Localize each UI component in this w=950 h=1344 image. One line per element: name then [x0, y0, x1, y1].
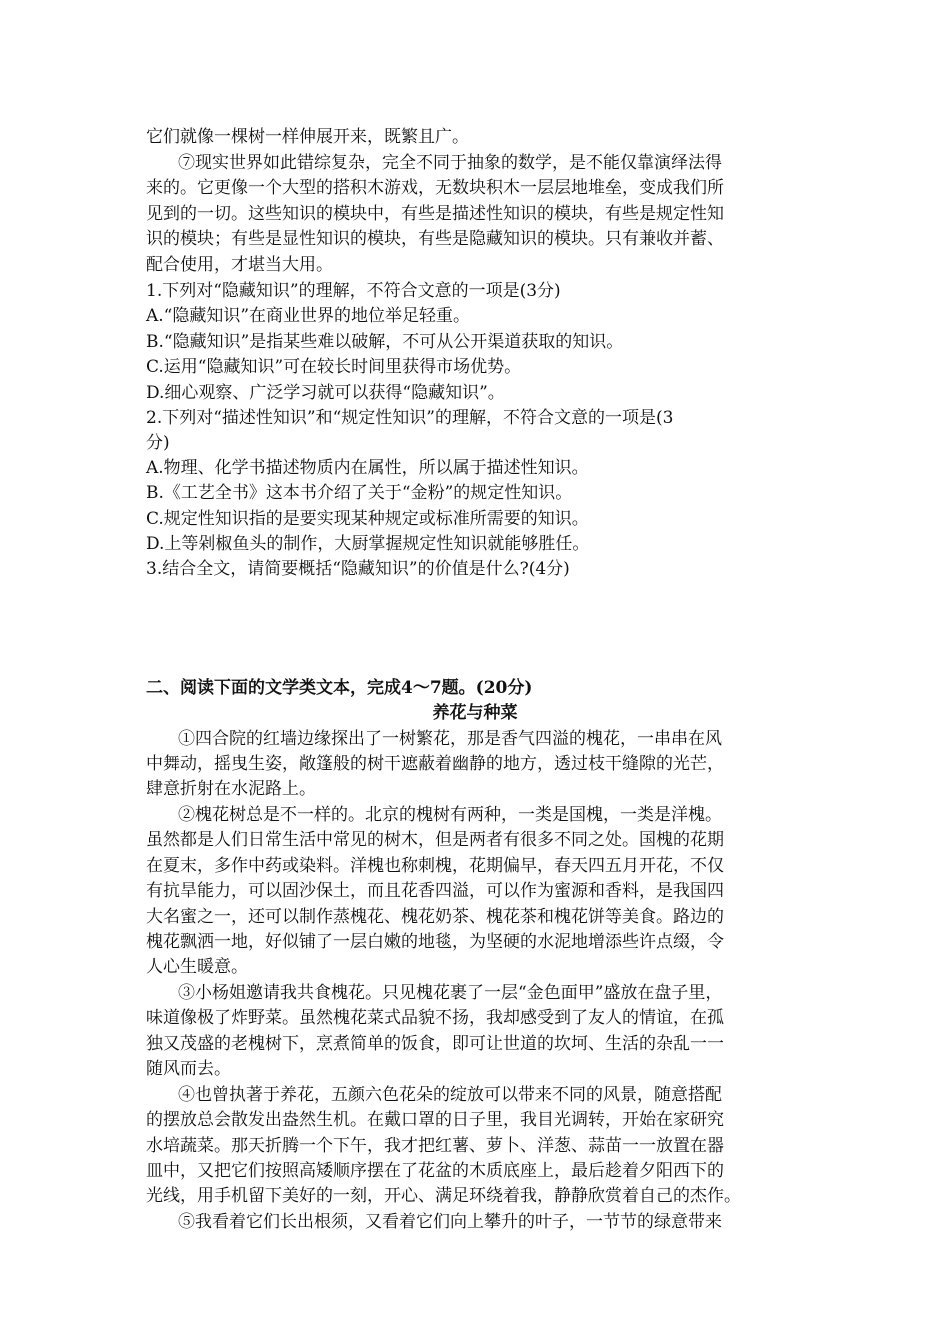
paragraph-7-line: 见到的一切。这些知识的模块中，有些是描述性知识的模块，有些是规定性知 — [146, 204, 724, 224]
article-paragraph-4: 的摆放总会散发出盎然生机。在戴口罩的日子里，我目光调转，开始在家研究 — [146, 1110, 724, 1130]
article-paragraph-4: ④也曾执著于养花，五颜六色花朵的绽放可以带来不同的风景，随意搭配 — [178, 1085, 722, 1105]
paragraph-6-end: 它们就像一棵树一样伸展开来，既繁且广。 — [146, 127, 469, 147]
question-2-stem: 2.下列对“描述性知识”和“规定性知识”的理解，不符合文意的一项是(3 — [146, 408, 674, 428]
article-paragraph-2: 虽然都是人们日常生活中常见的树木，但是两者有很多不同之处。国槐的花期 — [146, 830, 724, 850]
question-1-option-d: D.细心观察、广泛学习就可以获得“隐藏知识”。 — [146, 383, 505, 403]
question-3-stem: 3.结合全文，请简要概括“隐藏知识”的价值是什么?(4分) — [146, 559, 570, 579]
article-paragraph-3: 味道像极了炸野菜。虽然槐花菜式品貌不扬，我却感受到了友人的情谊，在孤 — [146, 1008, 724, 1028]
article-paragraph-4: 光线，用手机留下美好的一刻，开心、满足环绕着我，静静欣赏着自己的杰作。 — [146, 1186, 741, 1206]
article-paragraph-1: 肆意折射在水泥路上。 — [146, 779, 316, 799]
question-2-option-b: B.《工艺全书》这本书介绍了关于“金粉”的规定性知识。 — [146, 483, 573, 503]
question-1-option-a: A.“隐藏知识”在商业世界的地位举足轻重。 — [146, 306, 471, 326]
article-paragraph-5: ⑤我看着它们长出根须，又看着它们向上攀升的叶子，一节节的绿意带来 — [178, 1212, 722, 1232]
article-paragraph-2: 大名蜜之一，还可以制作蒸槐花、槐花奶茶、槐花茶和槐花饼等美食。路边的 — [146, 907, 724, 927]
section-2-heading: 二、阅读下面的文学类文本，完成4～7题。(20分) — [146, 678, 533, 698]
article-paragraph-1: 中舞动，摇曳生姿，敞篷般的树干遮蔽着幽静的地方，透过枝干缝隙的光芒， — [146, 754, 724, 774]
article-paragraph-2: 人心生暖意。 — [146, 957, 248, 977]
paragraph-7-line: ⑦现实世界如此错综复杂，完全不同于抽象的数学，是不能仅靠演绎法得 — [178, 153, 722, 173]
article-paragraph-4: 水培蔬菜。那天折腾一个下午，我才把红薯、萝卜、洋葱、蒜苗一一放置在器 — [146, 1136, 724, 1156]
question-1-option-c: C.运用“隐藏知识”可在较长时间里获得市场优势。 — [146, 357, 522, 377]
article-paragraph-1: ①四合院的红墙边缘探出了一树繁花，那是香气四溢的槐花，一串串在风 — [178, 729, 722, 749]
article-paragraph-4: 皿中，又把它们按照高矮顺序摆在了花盆的木质底座上，最后趁着夕阳西下的 — [146, 1161, 724, 1181]
question-2-stem-continued: 分) — [146, 433, 170, 453]
question-2-option-a: A.物理、化学书描述物质内在属性，所以属于描述性知识。 — [146, 458, 589, 478]
article-paragraph-3: ③小杨姐邀请我共食槐花。只见槐花裹了一层“金色面甲”盛放在盘子里， — [178, 983, 723, 1003]
paragraph-7-line: 来的。它更像一个大型的搭积木游戏，无数块积木一层层地堆垒，变成我们所 — [146, 178, 724, 198]
question-2-option-c: C.规定性知识指的是要实现某种规定或标准所需要的知识。 — [146, 509, 589, 529]
question-1-option-b: B.“隐藏知识”是指某些难以破解，不可从公开渠道获取的知识。 — [146, 332, 624, 352]
article-paragraph-2: 在夏末，多作中药或染料。洋槐也称刺槐，花期偏早，春天四五月开花，不仅 — [146, 856, 724, 876]
article-paragraph-2: 槐花飘洒一地，好似铺了一层白嫩的地毯，为坚硬的水泥地增添些许点缀，令 — [146, 932, 724, 952]
article-paragraph-2: 有抗旱能力，可以固沙保土，而且花香四溢，可以作为蜜源和香料，是我国四 — [146, 881, 724, 901]
article-paragraph-2: ②槐花树总是不一样的。北京的槐树有两种，一类是国槐，一类是洋槐。 — [178, 805, 722, 825]
article-title: 养花与种菜 — [432, 703, 518, 723]
question-1-stem: 1.下列对“隐藏知识”的理解，不符合文意的一项是(3分) — [146, 281, 561, 301]
paragraph-7-line: 识的模块；有些是显性知识的模块，有些是隐藏知识的模块。只有兼收并蓄、 — [146, 229, 724, 249]
article-paragraph-3: 随风而去。 — [146, 1059, 231, 1079]
paragraph-7-line: 配合使用，才堪当大用。 — [146, 255, 333, 275]
article-paragraph-3: 独又茂盛的老槐树下，烹煮简单的饭食，即可让世道的坎坷、生活的杂乱一一 — [146, 1034, 724, 1054]
question-2-option-d: D.上等剁椒鱼头的制作，大厨掌握规定性知识就能够胜任。 — [146, 534, 590, 554]
